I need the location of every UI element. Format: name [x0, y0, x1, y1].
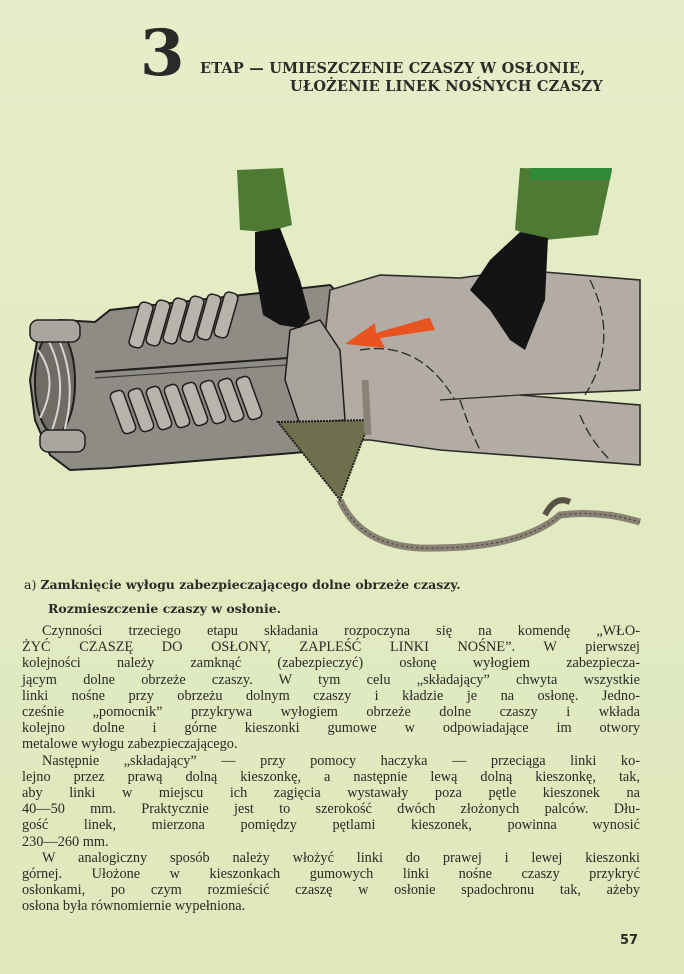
text-line: kolejności należy zamknąć (zabezpieczyć) osłonę wyłogiem zabezpiecza- [22, 655, 640, 672]
figure-caption [24, 577, 461, 592]
text-line: kolejno dolne i górne kieszonki gumowe w odpowiadające im otwory [22, 720, 640, 737]
text-line: lejno przez prawą dolną kieszonkę, a następnie lewą dolną kieszonkę, tak, [22, 768, 640, 785]
body-text [22, 623, 640, 915]
title-line-2: UŁOŻENIE LINEK NOŚNYCH CZASZY [290, 78, 603, 95]
protective-flap [278, 420, 370, 500]
text-line: jącym dolne obrzeże czaszy. W tym celu „składający” chwyta wszystkie [22, 671, 640, 688]
bridle-line [340, 500, 640, 548]
text-line: 230—260 mm. [22, 833, 109, 850]
text-line: Następnie „składający” — przy pomocy haczyka — przeciąga linki ko- [42, 752, 640, 769]
text-line: aby linki w miejscu ich zagięcia wystawały poza pętle kieszonek na [22, 785, 640, 802]
text-line: gość linek, mierzona pomiędzy pętlami kieszonek, powinna wynosić [22, 817, 640, 834]
text-line: Czynności trzeciego etapu składania rozpoczyna się na komendę „WŁO- [42, 623, 640, 639]
caption-text: Zamknięcie wyłogu zabezpieczającego dolne obrzeże czaszy. [40, 577, 461, 592]
text-line: osłona była równomiernie wypełniona. [22, 898, 246, 915]
parachute-packing-illustration [0, 150, 684, 570]
text-line: 40—50 mm. Praktycznie jest to szerokość dwóch złożonych palców. Dłu- [22, 801, 640, 818]
text-line: ŻYĆ CZASZĘ DO OSŁONY, ZAPLEŚĆ LINKI NOŚNE”. W pierwszej [22, 639, 640, 656]
figure-subtitle: Rozmieszczenie czaszy w osłonie. [48, 601, 282, 616]
text-line: cześnie „pomocnik” przykrywa wyłogiem obrzeże dolne czaszy i wkłada [22, 704, 640, 721]
text-line: górnej. Ułożone w kieszonkach gumowych linki nośne czaszy przykryć [22, 866, 640, 883]
text-line: W analogiczny sposób należy włożyć linki do prawej i lewej kieszonki [42, 849, 640, 866]
text-line: metalowe wyłogu zabezpieczającego. [22, 736, 238, 753]
caption-label: a) [24, 577, 37, 592]
page-number: 57 [620, 933, 639, 948]
text-line: linki nośne przy obrzeżu dolnym czaszy i kładzie je na osłonę. Jedno- [22, 687, 640, 704]
text-line: osłonkami, po czym rozmieścić czaszę w osłonie spadochronu tak, ażeby [22, 882, 640, 899]
stage-number: 3 [140, 16, 185, 91]
page-title [200, 60, 640, 96]
title-line-1: ETAP — UMIESZCZENIE CZASZY W OSŁONIE, [200, 60, 586, 77]
